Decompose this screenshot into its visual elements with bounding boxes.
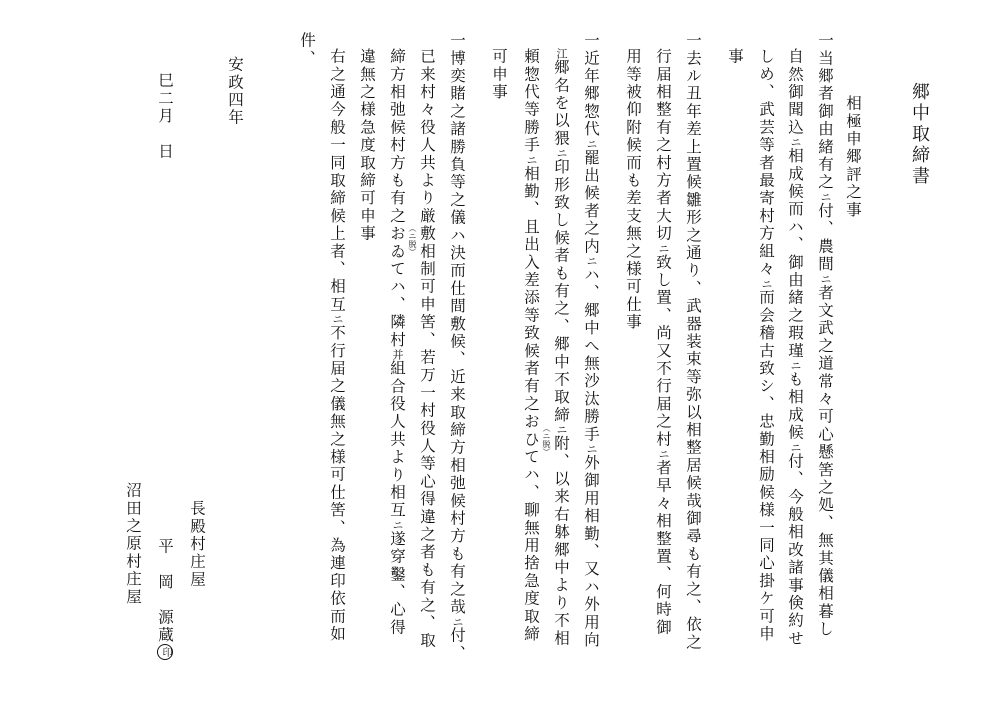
document-subtitle: 相極申郷評之事 xyxy=(844,95,862,219)
issue-date: 巳二月 日 xyxy=(156,72,174,161)
closing-line-2: 件、 xyxy=(298,32,316,68)
article-1-line-1: 一当郷者御由緒有之ニ付、農間ニ者文武之道常々可心懸筈之処、無其儀相暮し xyxy=(816,32,834,639)
signatory-village-2: 沼田之原村庄屋 xyxy=(124,482,142,606)
article-4-line-4: 違無之様急度取締可申事 xyxy=(358,48,376,243)
document-title: 郷中取締書 xyxy=(909,82,930,187)
article-4-line-3: 締方相弛候村方も有之おゐてハ、隣村并組合役人共より相互ニ遂穿鑿、心得 xyxy=(388,48,406,637)
signatory-village-1: 長殿村庄屋 xyxy=(188,500,206,589)
article-1-line-2: 自然御聞込ニ相成候而ハ、御由緒之瑕瑾ニも相成候ニ付、今般相改諸事倹約せ xyxy=(786,48,804,648)
seal-mark: 印 xyxy=(157,644,173,660)
closing-line-1: 右之通今般一同取締候上者、相互ニ不行届之儀無之様可仕筈、為連印依而如 xyxy=(328,48,346,644)
article-1-line-4: 事 xyxy=(726,48,744,66)
article-3-line-1: 一近年郷惣代ニ罷出候者之内ニハ、郷中へ無沙汰勝手ニ外御用相勤、又ハ外用向 xyxy=(582,32,600,650)
article-2-line-1: 一去ル丑年差上置候雛形之通り、武器装束等弥以相整居候哉御尋も有之、依之 xyxy=(684,32,702,652)
article-3-line-2: 江郷名を以猥ニ印形致し候者も有之、郷中不取締ニ附、以来右躰郷中より不相 xyxy=(552,48,570,648)
annotation-ni-missing-1: （ニ脱） xyxy=(542,424,551,456)
article-3-line-3: 頼惣代等勝手ニ相勤、且出入差添等致候者有之おひてハ、聊無用捨急度取締 xyxy=(522,48,540,644)
article-3-line-4: 可申事 xyxy=(490,48,508,102)
article-1-line-3: しめ、武芸等者最寄村方組々ニ而会稽古致シ、忠勤相励候様一同心掛ケ可申 xyxy=(757,48,775,644)
article-2-line-3: 用等被仰附候而も差支無之様可仕事 xyxy=(624,48,642,332)
annotation-ni-missing-2: （ニ脱） xyxy=(408,224,417,256)
signatory-name-1: 平 岡 源蔵印 xyxy=(157,538,174,660)
era-year: 安政四年 xyxy=(226,56,244,127)
article-2-line-2: 行届相整有之村方者大切ニ致し置、尚又不行届之村ニ者早々相整置、何時御 xyxy=(654,48,672,637)
article-4-line-1: 一博奕賭之諸勝負等之儀ハ決而仕間敷候、近来取締方相弛候村方も有之哉ニ付、 xyxy=(448,32,466,663)
article-4-line-2: 已来村々役人共より厳敷相制可申筈、若万一村役人等心得違之者も有之、取 xyxy=(418,48,436,650)
